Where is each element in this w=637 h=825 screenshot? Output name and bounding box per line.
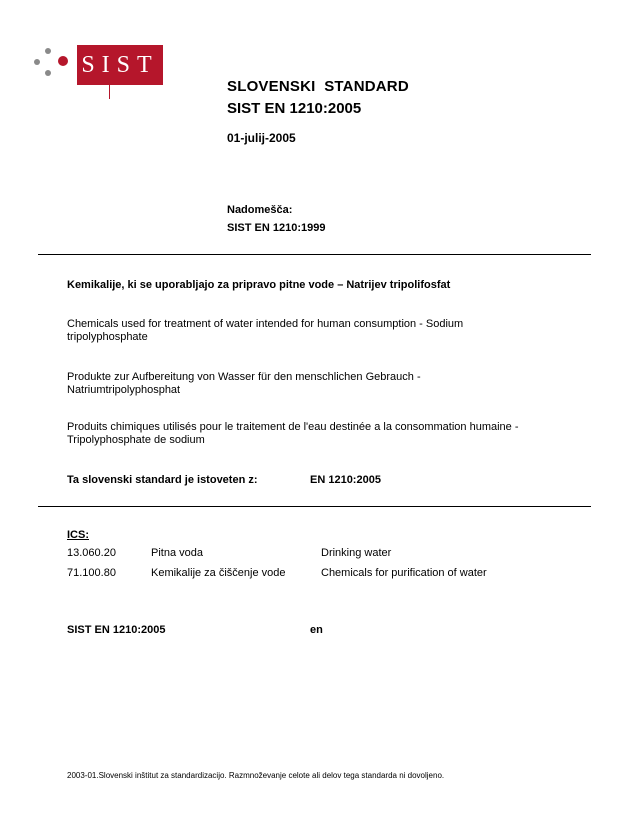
ics-slovenian: Kemikalije za čiščenje vode xyxy=(151,567,286,579)
identical-value: EN 1210:2005 xyxy=(310,474,381,486)
ics-label: ICS: xyxy=(67,529,89,541)
title-slovenian: Kemikalije, ki se uporabljajo za pripravo pitne vode – Natrijev tripolifosfat xyxy=(67,279,451,291)
standard-date: 01-julij-2005 xyxy=(227,131,296,145)
title-english: Chemicals used for treatment of water intended for human consumption - Sodium tripolyphosphate xyxy=(67,318,464,343)
logo-dots-icon xyxy=(34,48,74,84)
replaces-value: SIST EN 1210:1999 xyxy=(227,222,326,234)
replaces-label: Nadomešča: xyxy=(227,204,293,216)
ics-english: Drinking water xyxy=(321,547,392,559)
identical-label: Ta slovenski standard je istoveten z: xyxy=(67,474,258,486)
divider-top xyxy=(38,254,591,255)
sist-logo: SIST xyxy=(77,45,163,85)
ics-english: Chemicals for purification of water xyxy=(321,567,487,579)
divider-bottom xyxy=(38,506,591,507)
ics-slovenian: Pitna voda xyxy=(151,547,203,559)
standard-title: SLOVENSKI STANDARD xyxy=(227,78,409,95)
footer-standard-code: SIST EN 1210:2005 xyxy=(67,624,166,636)
title-french: Produits chimiques utilisés pour le traitement de l'eau destinée a la consommation humaine - Tripolyphosphate de sodium xyxy=(67,421,519,446)
footer-language: en xyxy=(310,624,323,636)
copyright-notice: 2003-01.Slovenski inštitut za standardizacijo. Razmnoževanje celote ali delov tega standarda ni dovoljeno. xyxy=(67,771,445,780)
ics-code: 13.060.20 xyxy=(67,547,116,559)
standard-code: SIST EN 1210:2005 xyxy=(227,100,362,117)
title-german: Produkte zur Aufbereitung von Wasser für den menschlichen Gebrauch - Natriumtripolyphosphat xyxy=(67,371,421,396)
ics-code: 71.100.80 xyxy=(67,567,116,579)
logo-divider xyxy=(109,85,110,99)
